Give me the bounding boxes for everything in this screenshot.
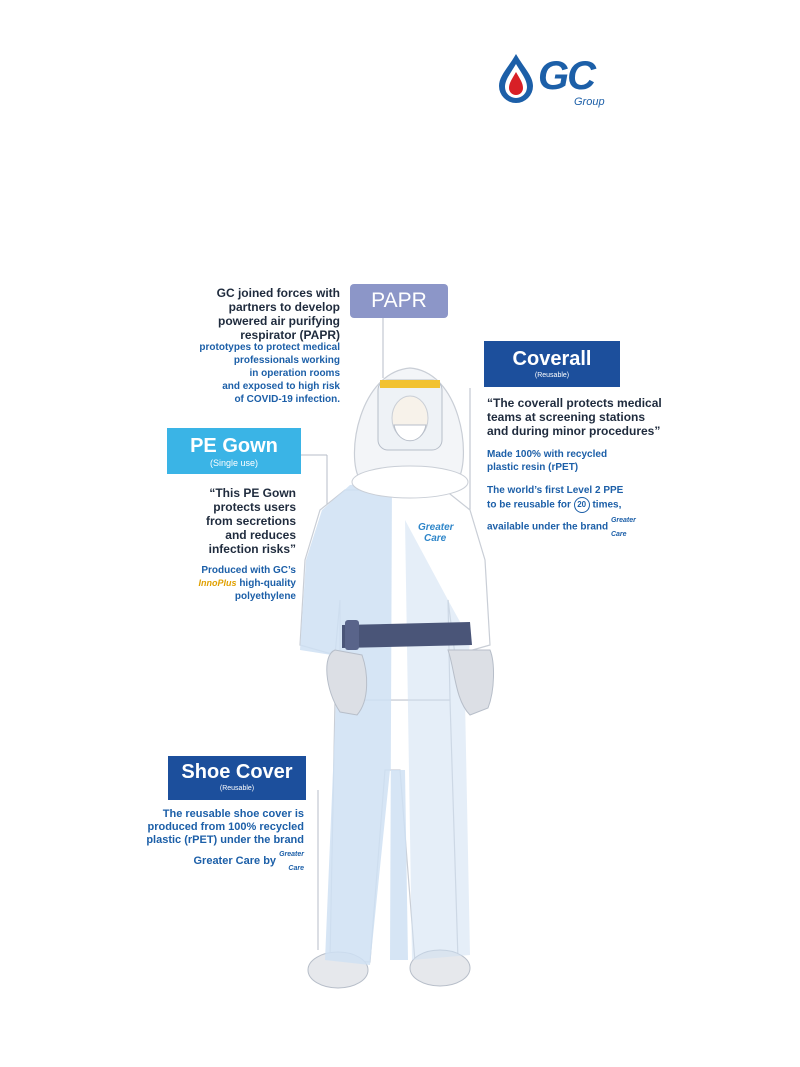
svg-text:Care: Care <box>424 533 447 544</box>
coverall-first-2: to be reusable for 20 times, <box>487 497 677 513</box>
papr-text-dark-3: powered air purifying <box>217 314 340 328</box>
shoe-greater-care-logo: Greater Care <box>279 851 304 872</box>
papr-text-blue-5: of COVID-19 infection. <box>234 394 340 405</box>
papr-text-blue-3: in operation rooms <box>249 368 340 379</box>
shield-band <box>380 380 440 388</box>
chest-greater-care-logo: Greater <box>418 522 454 533</box>
innoplus-logo: InnoPlus <box>198 578 237 588</box>
shoe-cover-text-2: produced from 100% recycled <box>147 821 304 833</box>
coverall-first-1: The world’s first Level 2 PPE <box>487 485 624 496</box>
shoe-cover-text-1: The reusable shoe cover is <box>162 808 304 820</box>
coverall-made-2: plastic resin (rPET) <box>487 462 579 473</box>
coverall-first-3: available under the brand Greater Care <box>487 513 677 541</box>
papr-text-dark-2: partners to develop <box>228 300 340 314</box>
coverall-label: Coverall (Reusable) <box>484 341 620 387</box>
pe-gown-produced: Produced with GC’s <box>201 565 296 576</box>
coverall-description <box>487 396 677 541</box>
shoe-cover-text-4: Greater Care by Greater Care <box>140 847 304 875</box>
papr-text-dark-1: GC joined forces with <box>216 286 340 300</box>
coverall-quote-3: and during minor procedures” <box>487 424 661 438</box>
gc-group-text: Group <box>574 96 605 108</box>
coverall-made-1: Made 100% with recycled <box>487 449 608 460</box>
shoe-cover-text-3: plastic (rPET) under the brand <box>146 834 304 846</box>
papr-text-blue-1: prototypes to protect medical <box>199 342 340 353</box>
pe-gown-label: PE Gown (Single use) <box>167 428 301 474</box>
papr-description-blue <box>170 341 340 406</box>
pe-gown-quote-3: from secretions <box>205 514 296 528</box>
papr-belt <box>342 622 472 648</box>
left-glove <box>327 650 367 715</box>
shoe-cover-description <box>140 808 304 875</box>
pe-gown-quote-4: and reduces <box>225 528 296 542</box>
pe-gown-pe: polyethylene <box>234 591 296 602</box>
hood-collar <box>352 466 468 498</box>
papr-text-blue-4: and exposed to high risk <box>222 381 340 392</box>
papr-text-dark-4: respirator (PAPR) <box>240 328 340 342</box>
gc-brand-text: GC <box>538 54 594 98</box>
twenty-times-badge: 20 <box>574 497 590 513</box>
greater-care-logo: Greater Care <box>610 517 636 538</box>
pe-gown-quote-1: “This PE Gown <box>209 486 296 500</box>
pe-gown-quote-5: infection risks” <box>208 542 296 556</box>
papr-description <box>190 286 340 342</box>
papr-text-blue-2: professionals working <box>233 355 340 366</box>
coverall-quote-1: “The coverall protects medical <box>487 396 662 410</box>
shoe-cover-label: Shoe Cover (Reusable) <box>168 756 306 800</box>
coverall-quote-2: teams at screening stations <box>487 410 646 424</box>
pe-gown-description <box>150 486 296 603</box>
pe-gown-quote-2: protects users <box>213 500 296 514</box>
papr-label: PAPR <box>350 284 448 318</box>
pe-gown-quality: InnoPlus high-quality <box>198 578 296 589</box>
